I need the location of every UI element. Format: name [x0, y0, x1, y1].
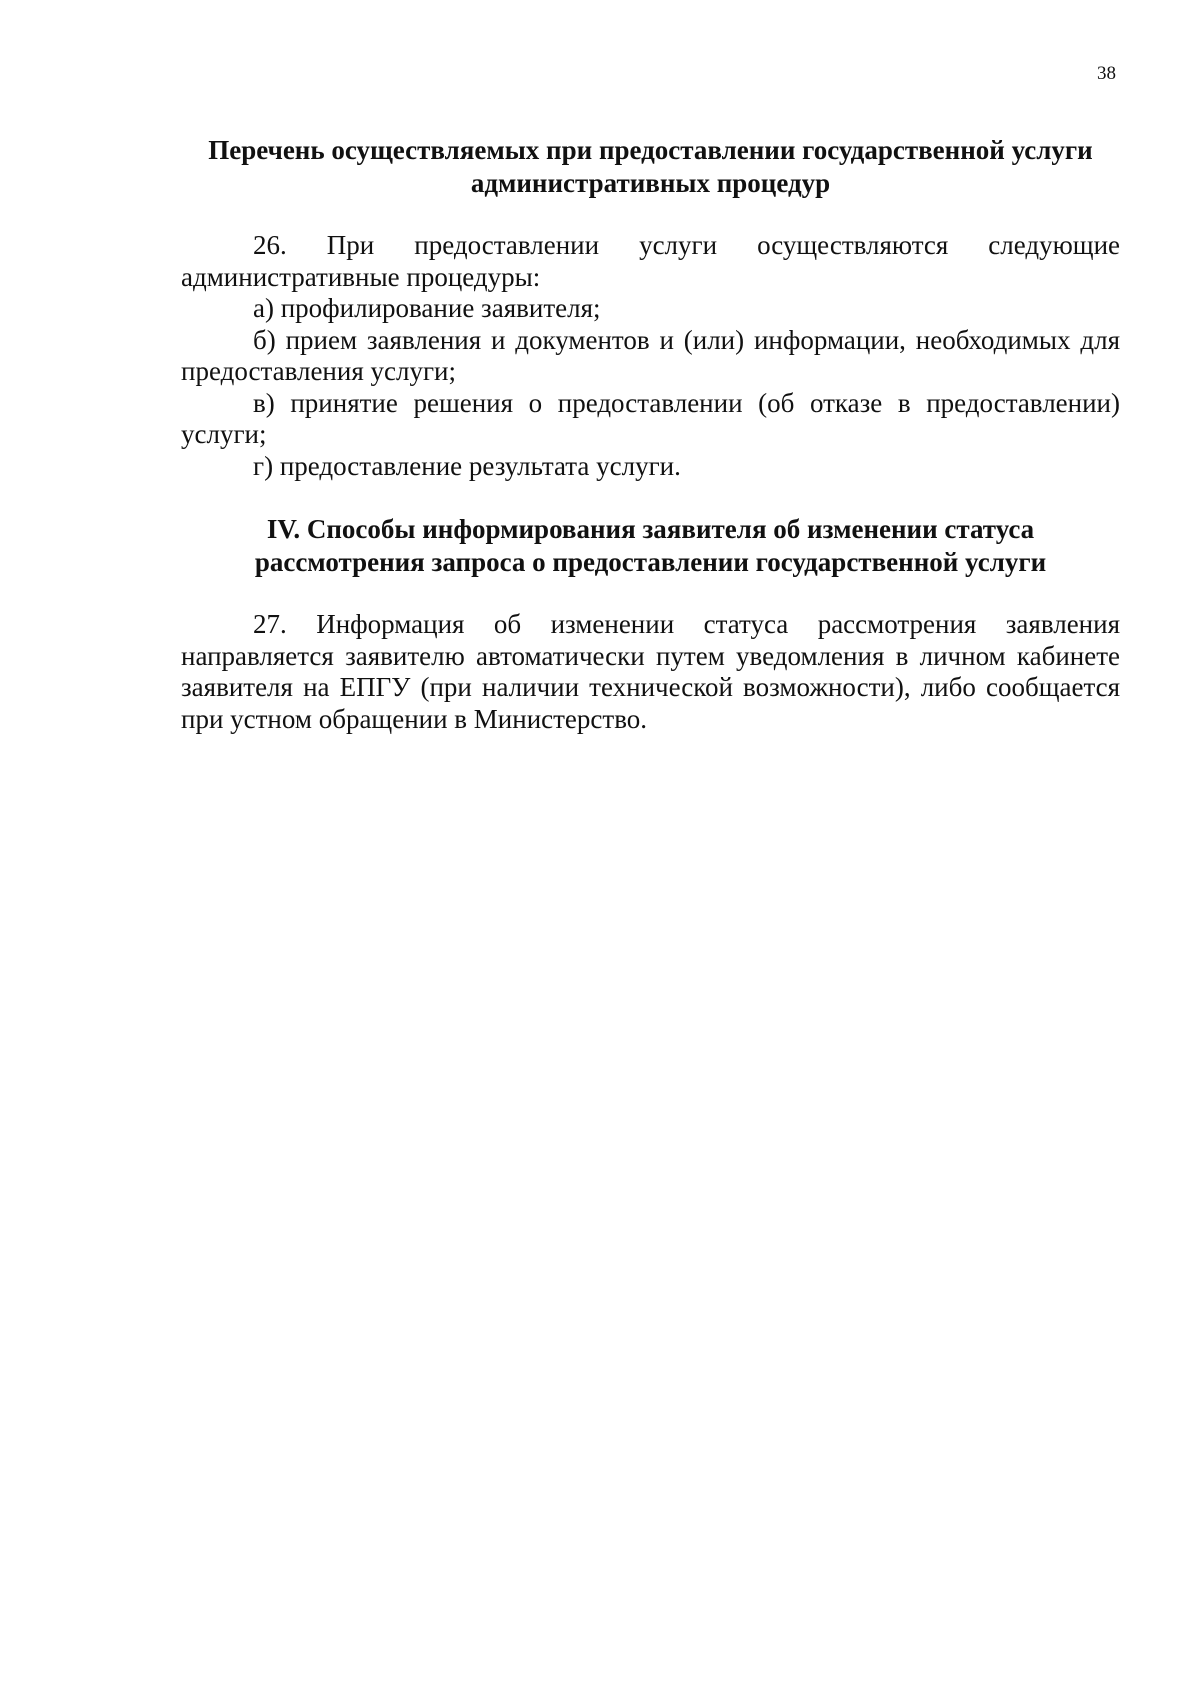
list-item-b: б) прием заявления и документов и (или) информации, необходимых для предоставления услуги;: [181, 324, 1120, 386]
heading-line: административных процедур: [470, 168, 831, 198]
section-heading-procedures: [181, 134, 1120, 200]
paragraph-27: 27. Информация об изменении статуса рассмотрения заявления направляется заявителю автоматически путем уведомления в личном кабинете заявителя на ЕПГУ (при наличии технической возможности), либо сообщается при устном обращении в Министерство.: [181, 609, 1120, 734]
heading-line: IV. Способы информирования заявителя об изменении статуса: [266, 514, 1035, 544]
section-heading-informing: [181, 513, 1120, 579]
heading-line: рассмотрения запроса о предоставлении государственной услуги: [254, 547, 1047, 577]
list-item-v: в) принятие решения о предоставлении (об отказе в предоставлении) услуги;: [181, 387, 1120, 449]
list-item-g: г) предоставление результата услуги.: [253, 450, 681, 481]
paragraph-26: 26. При предоставлении услуги осуществляются следующие административные процедуры:: [181, 230, 1120, 292]
page-number: 38: [1097, 63, 1116, 84]
heading-line: Перечень осуществляемых при предоставлении государственной услуги: [208, 135, 1093, 165]
list-item-a: а) профилирование заявителя;: [253, 293, 601, 323]
page-content: [181, 134, 1120, 735]
